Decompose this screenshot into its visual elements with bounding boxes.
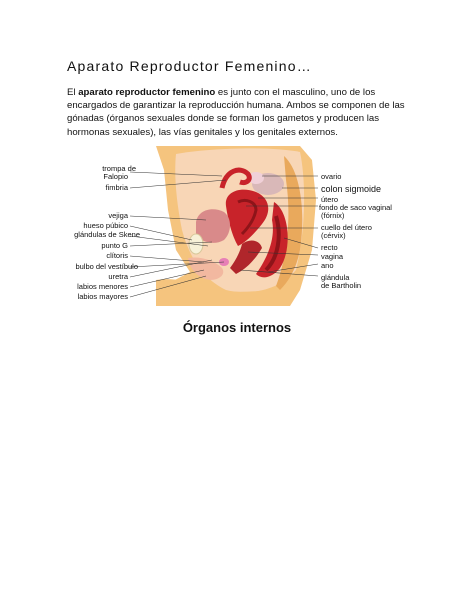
label-recto: recto (321, 243, 338, 252)
label-punto-g: punto G (101, 241, 128, 250)
label-uretra: uretra (108, 272, 128, 281)
label-cuello-1: cuello del útero (321, 223, 372, 232)
anatomy-diagram (0, 140, 474, 310)
label-cuello-2: (cérvix) (321, 231, 346, 240)
label-trompa-2: Falopio (103, 172, 128, 181)
label-glandula-1: glándula (321, 273, 350, 282)
label-fondo-2: (fórnix) (321, 211, 345, 220)
intro-prefix: El (67, 87, 79, 98)
label-glandula-2: de Bartholin (321, 281, 362, 290)
section-heading: Órganos internos (182, 320, 292, 335)
label-fimbria: fimbria (105, 183, 128, 192)
label-clitoris: clítoris (106, 251, 128, 260)
label-hueso-pubico: hueso púbico (83, 221, 128, 230)
anatomy-diagram-svg (0, 140, 474, 310)
label-vagina: vagina (321, 252, 344, 261)
label-ano: ano (321, 261, 334, 270)
intro-paragraph (67, 86, 412, 139)
labels-right (319, 172, 392, 290)
label-ovario: ovario (321, 172, 342, 181)
label-glandulas-skene: glándulas de Skene (74, 230, 140, 239)
label-trompa-1: trompa de (102, 164, 136, 173)
page-title: Aparato Reproductor Femenino… (67, 58, 312, 74)
label-labios-mayores: labios mayores (77, 292, 128, 301)
intro-rest: es junto con el masculino, uno de los encargados de garantizar la reproducción humana. Ambos se componen de las gónadas (órganos sexuales donde se forman los gametos y producen las hormonas sexuales), las vías genitales y los genitales externos. (67, 87, 405, 138)
label-vejiga: vejiga (108, 211, 128, 220)
label-labios-menores: labios menores (77, 282, 128, 291)
label-colon: colon sigmoide (321, 184, 382, 194)
label-utero: útero (321, 195, 339, 204)
label-bulbo: bulbo del vestíbulo (75, 262, 138, 271)
label-fondo-1: fondo de saco vaginal (319, 203, 392, 212)
labels-left (74, 164, 140, 301)
intro-bold-term: aparato reproductor femenino (78, 87, 216, 98)
